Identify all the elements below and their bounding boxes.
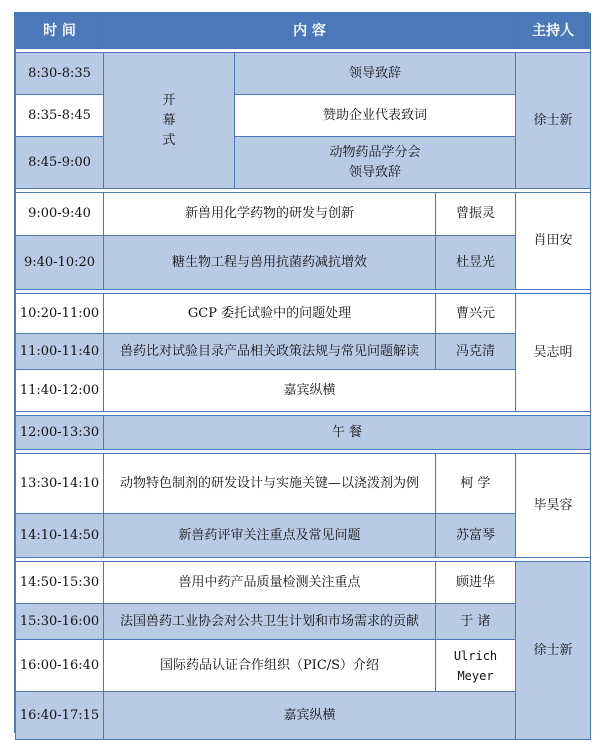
speaker-cell: 于 诸 (436, 604, 516, 640)
speaker-cell: 曹兴元 (436, 294, 516, 334)
time-cell: 11:00-11:40 (16, 334, 104, 370)
table-row (16, 454, 591, 514)
time-cell: 16:40-17:15 (16, 692, 104, 740)
content-cell: 糖生物工程与兽用抗菌药减抗增效 (104, 236, 436, 290)
speaker-cell: 杜昱光 (436, 236, 516, 290)
host-cell: 徐士新 (516, 53, 591, 189)
opening-ceremony-label: 开 幕 式 (104, 53, 235, 189)
table-row (16, 604, 591, 640)
time-cell: 14:10-14:50 (16, 514, 104, 558)
table-row (16, 53, 591, 95)
host-cell: 吴志明 (516, 294, 591, 412)
time-cell: 9:00-9:40 (16, 193, 104, 236)
content-cell: 嘉宾纵横 (104, 370, 516, 412)
content-cell: 国际药品认证合作组织（PIC/S）介绍 (104, 640, 436, 692)
table-row (16, 294, 591, 334)
table-row (16, 640, 591, 692)
time-cell: 16:00-16:40 (16, 640, 104, 692)
time-cell: 11:40-12:00 (16, 370, 104, 412)
table-row (16, 562, 591, 604)
table-row (16, 95, 591, 137)
time-cell: 8:45-9:00 (16, 137, 104, 189)
speaker-cell: 冯克清 (436, 334, 516, 370)
content-cell: 赞助企业代表致词 (235, 95, 516, 137)
table-row (16, 416, 591, 450)
speaker-cell: Ulrich Meyer (436, 640, 516, 692)
table-row (16, 193, 591, 236)
content-cell: 动物药品学分会 领导致辞 (235, 137, 516, 189)
content-cell: 嘉宾纵横 (104, 692, 516, 740)
speaker-cell: 柯 学 (436, 454, 516, 514)
table-row (16, 514, 591, 558)
time-cell: 8:30-8:35 (16, 53, 104, 95)
header-row (16, 14, 591, 49)
time-cell: 12:00-13:30 (16, 416, 104, 450)
speaker-cell: 顾进华 (436, 562, 516, 604)
content-cell: 动物特色制剂的研发设计与实施关键—以浇泼剂为例 (104, 454, 436, 514)
table-row (16, 334, 591, 370)
content-cell: 新兽药评审关注重点及常见问题 (104, 514, 436, 558)
speaker-cell: 曾振灵 (436, 193, 516, 236)
time-cell: 10:20-11:00 (16, 294, 104, 334)
schedule-table (15, 13, 591, 740)
table-row (16, 370, 591, 412)
time-cell: 14:50-15:30 (16, 562, 104, 604)
host-cell: 毕昊容 (516, 454, 591, 558)
content-cell: 兽用中药产品质量检测关注重点 (104, 562, 436, 604)
time-cell: 13:30-14:10 (16, 454, 104, 514)
content-cell: GCP 委托试验中的问题处理 (104, 294, 436, 334)
header-content: 内 容 (104, 14, 516, 49)
header-time: 时 间 (16, 14, 104, 49)
table-row (16, 137, 591, 189)
time-cell: 9:40-10:20 (16, 236, 104, 290)
table-row (16, 236, 591, 290)
speaker-cell: 苏富琴 (436, 514, 516, 558)
header-host: 主持人 (516, 14, 591, 49)
time-cell: 15:30-16:00 (16, 604, 104, 640)
content-cell: 午 餐 (104, 416, 591, 450)
table-row (16, 692, 591, 740)
host-cell: 徐士新 (516, 562, 591, 740)
content-cell: 兽药比对试验目录产品相关政策法规与常见问题解读 (104, 334, 436, 370)
time-cell: 8:35-8:45 (16, 95, 104, 137)
host-cell: 肖田安 (516, 193, 591, 290)
content-cell: 新兽用化学药物的研发与创新 (104, 193, 436, 236)
schedule-sheet (14, 12, 589, 733)
content-cell: 法国兽药工业协会对公共卫生计划和市场需求的贡献 (104, 604, 436, 640)
content-cell: 领导致辞 (235, 53, 516, 95)
